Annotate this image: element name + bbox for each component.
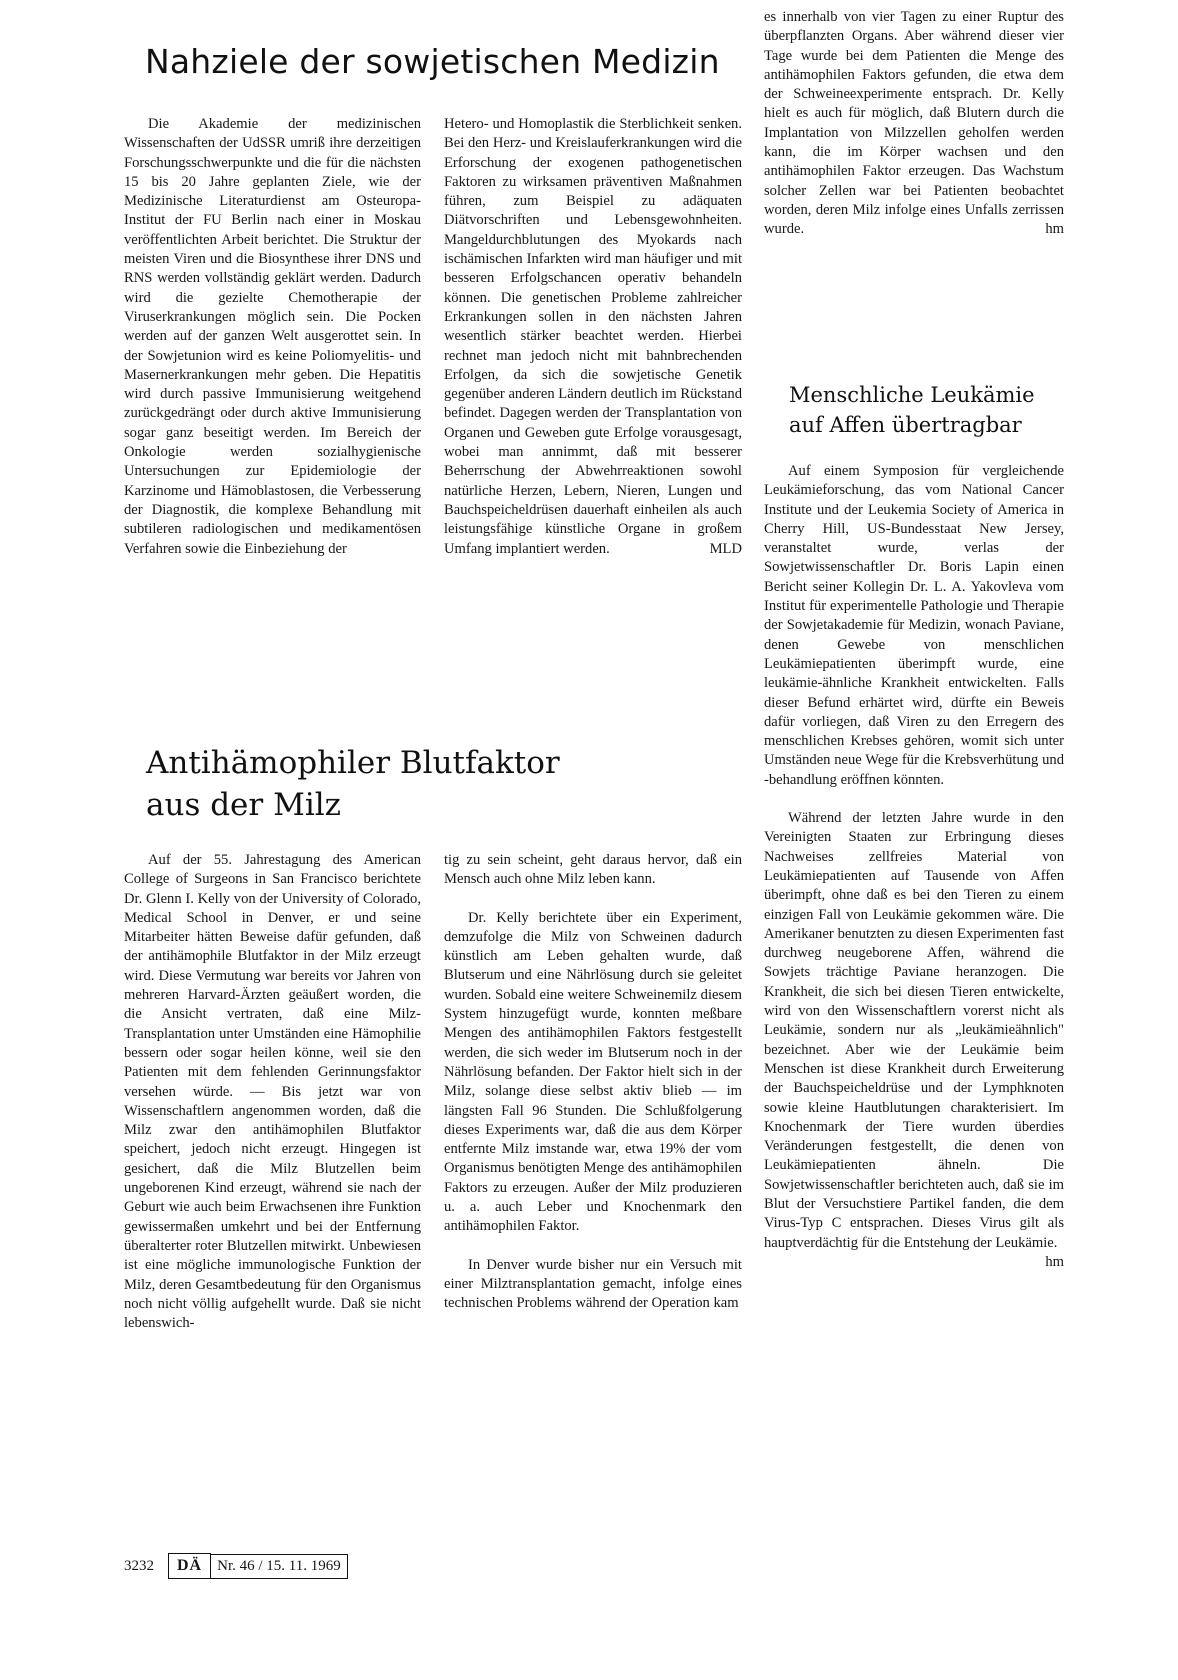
article-title-leukaemie: Menschliche Leukämie auf Affen übertragbar bbox=[789, 383, 1035, 437]
page-number: 3232 bbox=[124, 1557, 154, 1574]
article2-paragraph: Dr. Kelly berichtete über ein Experiment, demzufolge die Milz von Schweinen dadurch künstlich am Leben gehalten wurde, daß Blutserum und eine Nährlösung durch sie geleitet wurden. Sobald eine weitere Schweinemilz diesem System hinzugefügt wurde, konnten meßbare Mengen des antihämophilen Faktors festgestellt werden, die sich weder im Blutserum noch in der Nährlösung befanden. Der Faktor hielt sich in der Milz, solange diese selbst aktiv blieb — im längsten Fall 96 Stunden. Die Schlußfolgerung dieses Experiments war, daß die aus dem Körper entfernte Milz imstande war, etwa 19% der vom Organismus benötigten Menge des antihämophilen Faktors zu erzeugen. Außer der Milz produzieren u. a. auch Leber und Knochenmark den antihämophilen Faktor. bbox=[444, 909, 742, 1235]
article-title-nahziele: Nahziele der sowjetischen Medizin bbox=[145, 42, 720, 81]
article1-paragraph-continued: Hetero- und Homoplastik die Sterblichkeit senken. Bei den Herz- und Kreislauferkrankungen wird die Erforschung der exogenen pathogenetischen Faktoren zu wirksamen präventiven Maßnahmen führen, zum Beispiel zu adäquaten Diätvorschriften und Lebensgewohnheiten. Mangeldurchblutungen des Myokards nach ischämischen Infarkten wird man häufiger und mit besseren Erfolgschancen operativ behandeln können. Die genetischen Probleme zahlreicher Erkrankungen sollen in den nächsten Jahren wesentlich stärker beachtet werden. Hierbei rechnet man jedoch nicht mit bahnbrechenden Erfolgen, da sich die sowjetische Genetik gegenüber anderen Ländern deutlich im Rückstand befindet. Dagegen werden der Transplantation von Organen und Geweben gute Erfolge vorausgesagt, wobei man annimmt, daß mit besserer Beherrschung der Abwehrreaktionen sowohl natürliche Herzen, Lebern, Nieren, Lungen und Bauchspeicheldrüsen dauerhaft einheilen als auch leistungsfähige künstliche Organe in großem Umfang implantiert werden. MLD bbox=[444, 115, 742, 559]
article2-paragraph-continued: es innerhalb von vier Tagen zu einer Ruptur des überpflanzten Organs. Aber während dieser vier Tage wurde bei dem Patienten die Menge des antihämophilen Faktors gefunden, die etwa dem der Schweineexperimente entsprach. Dr. Kelly hielt es auch für möglich, daß Blutern durch die Implantation von Milzzellen geholfen werden kann, die im Körper wachsen und den antihämophilen Faktor erzeugen. Das Wachstum solcher Zellen war bei Patienten beobachtet worden, deren Milz infolge eines Unfalls zerrissen wurde. hm bbox=[764, 8, 1064, 240]
article1-paragraph: Die Akademie der medizinischen Wissenschaften der UdSSR umriß ihre derzeitigen Forschungsschwerpunkte und die für die nächsten 15 bis 20 Jahre geplanten Ziele, wie der Medizinische Literaturdienst am Osteuropa-Institut der FU Berlin nach einer in Moskau veröffentlichten Arbeit berichtet. Die Struktur der meisten Viren und die Biosynthese ihrer DNS und RNS werden vollständig geklärt werden. Dadurch wird die gezielte Chemotherapie der Viruserkrankungen möglich sein. Die Pocken werden auf der ganzen Welt ausgerottet sein. In der Sowjetunion wird es keine Poliomyelitis- und Masernerkrankungen mehr geben. Die Hepatitis wird durch passive Immunisierung weitgehend zurückgedrängt oder durch aktive Immunisierung sogar ganz beseitigt werden. Im Bereich der Onkologie werden sozialhygienische Untersuchungen zur Epidemiologie der Karzinome und Hämoblastosen, die Verbesserung der Diagnostik, die komplexe Behandlung mit subtileren radiologischen und medikamentösen Verfahren sowie die Einbeziehung der bbox=[124, 116, 421, 557]
article2-column-1 bbox=[124, 851, 421, 1333]
issue-date: Nr. 46 / 15. 11. 1969 bbox=[211, 1554, 348, 1579]
journal-logo: DÄ bbox=[168, 1553, 211, 1579]
article1-column-1 bbox=[124, 115, 421, 559]
author-signature: MLD bbox=[709, 540, 742, 557]
article1-column-2 bbox=[444, 115, 742, 559]
article3-paragraph: Während der letzten Jahre wurde in den Vereinigten Staaten zur Erbringung dieses Nachweises zellfreies Material von Leukämiepatienten auf Tausende von Affen überimpft, ohne daß es bei den Tieren zu einem einzigen Fall von Leukämie gekommen wäre. Die Amerikaner benutzten zu diesen Experimenten fast durchweg neugeborene Affen, während die Sowjets trächtige Paviane heranzogen. Die Krankheit, die sich bei diesen Tieren entwickelte, wird von den Wissenschaftlern vorerst nicht als Leukämie, sondern nur als „leukämieähnlich" bezeichnet. Aber wie der Leukämie beim Menschen ist diese Krankheit durch Erweiterung der Bauchspeicheldrüse und der Lymphknoten sowie kleine Hautblutungen charakterisiert. Im Knochenmark der Tiere wurden überdies Veränderungen festgestellt, die denen von Leukämiepatienten ähneln. Die Sowjetwissenschaftler berichteten auch, daß sie im Blut der Versuchstiere Partikel fanden, die dem Virus-Typ C entsprachen. Dieses Virus gilt als hauptverdächtig für die Entstehung der Leukämie. hm bbox=[764, 809, 1064, 1253]
article3-paragraph: Auf einem Symposion für vergleichende Leukämieforschung, das vom National Cancer Institute und der Leukemia Society of America in Cherry Hill, US-Bundesstaat New Jersey, veranstaltet wurde, verlas der Sowjetwissenschaftler Dr. Boris Lapin einen Bericht seiner Kollegin Dr. L. A. Yakovleva vom Institut für experimentelle Pathologie und Therapie der Sowjetakademie für Medizin, wonach Paviane, denen Gewebe von menschlichen Leukämiepatienten überimpft wurde, eine leukämie-ähnliche Krankheit entwickelten. Falls dieser Befund erhärtet wird, dürfte ein Beweis dafür vorliegen, daß Viren zu den Erregern des menschlichen Krebses gehören, womit sich unter Umständen neue Wege für die Krebsverhütung und -behandlung eröffnen könnten. bbox=[764, 463, 1064, 788]
author-signature: hm bbox=[1045, 1253, 1064, 1270]
article3-column bbox=[764, 462, 1064, 1272]
article2-column-3 bbox=[764, 8, 1064, 240]
article-title-antihaemophiler: Antihämophiler Blutfaktor aus der Milz bbox=[146, 745, 560, 823]
article2-paragraph: In Denver wurde bisher nur ein Versuch mit einer Milztransplantation gemacht, infolge eines technischen Problems während der Operation kam bbox=[444, 1256, 742, 1312]
article2-paragraph: Auf der 55. Jahrestagung des American College of Surgeons in San Francisco berichtete Dr. Glenn I. Kelly von der University of Colorado, Medical School in Denver, er und seine Mitarbeiter hätten Beweise dafür gefunden, daß der antihämophile Blutfaktor in der Milz erzeugt wird. Diese Vermutung war bereits vor Jahren von mehreren Harvard-Ärzten geäußert worden, die die Ansicht vertraten, daß eine Milz-Transplantation unter Umständen eine Hämophilie bessern oder sogar heilen könne, weil sie den Patienten mit dem fehlenden Gerinnungsfaktor versehen würde. — Bis jetzt war von Wissenschaftlern angenommen worden, daß die Milz zwar den antihämophilen Blutfaktor speichert, jedoch nicht erzeugt. Hingegen ist gesichert, daß die Milz Blutzellen beim ungeborenen Kind erzeugt, während sie nach der Geburt wie auch beim Erwachsenen ihre Funktion gewissermaßen umkehrt und bei der Entfernung überalterter roter Blutzellen mitwirkt. Unbewiesen ist eine mögliche immunologische Funktion der Milz, deren Gesamtbedeutung für den Organismus noch nicht völlig aufgehellt wurde. Daß sie nicht lebenswich- bbox=[124, 852, 421, 1332]
article2-column-2 bbox=[444, 851, 742, 1314]
page-footer bbox=[124, 1550, 348, 1582]
article2-paragraph-continued: tig zu sein scheint, geht daraus hervor, daß ein Mensch auch ohne Milz leben kann. bbox=[444, 852, 742, 888]
author-signature: hm bbox=[1045, 221, 1064, 238]
